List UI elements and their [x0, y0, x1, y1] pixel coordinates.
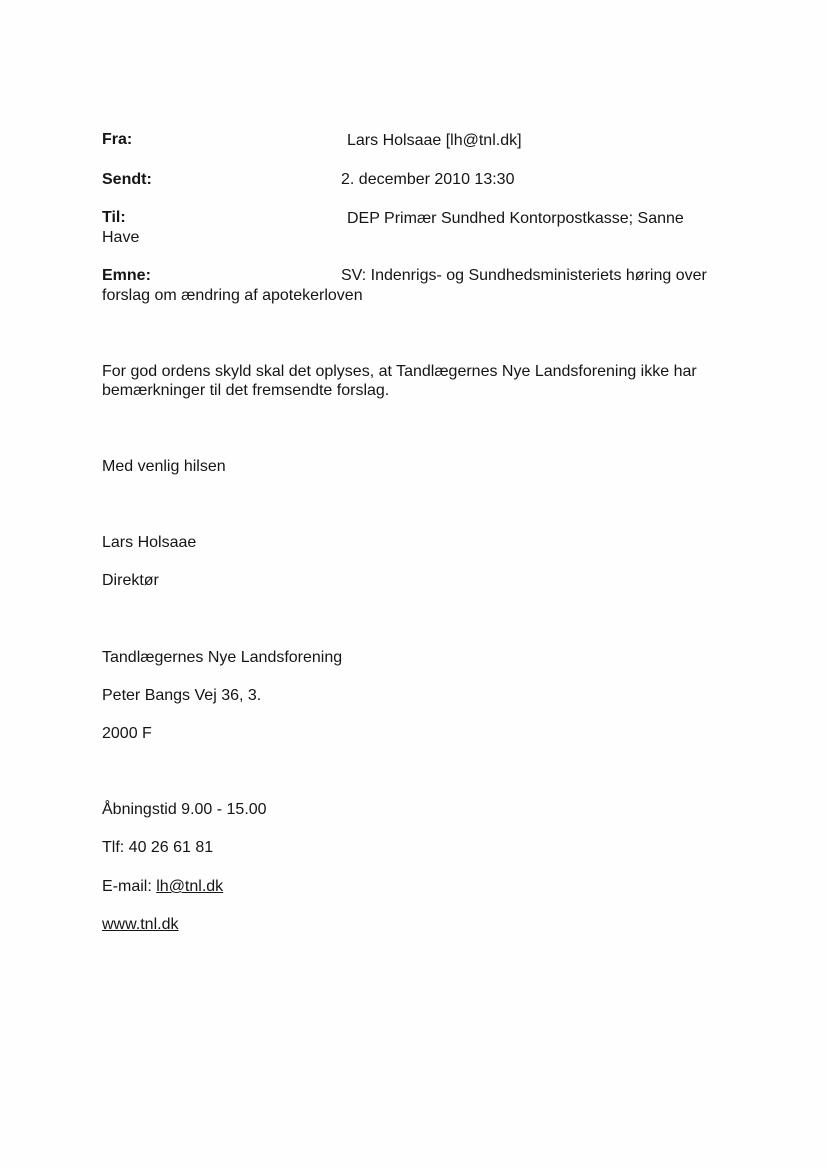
subject-value-line2: forslag om ændring af apotekerloven — [102, 287, 363, 304]
signature-phone: Tlf: 40 26 61 81 — [102, 839, 214, 856]
subject-label: Emne: — [102, 267, 151, 284]
to-label: Til: — [102, 209, 126, 226]
subject-value-line1: SV: Indenrigs- og Sundhedsministeriets høring over — [341, 267, 707, 284]
email-label: E-mail: — [102, 878, 157, 895]
closing-greeting: Med venlig hilsen — [102, 458, 226, 475]
website-link[interactable]: www.tnl.dk — [102, 916, 179, 933]
from-value: Lars Holsaae [lh@tnl.dk] — [347, 132, 522, 149]
body-paragraph-line1: For god ordens skyld skal det oplyses, at Tandlægernes Nye Landsforening ikke har — [102, 363, 697, 380]
signature-postal: 2000 F — [102, 725, 152, 742]
body-paragraph-line2: bemærkninger til det fremsendte forslag. — [102, 382, 390, 399]
signature-name: Lars Holsaae — [102, 534, 197, 551]
sent-label: Sendt: — [102, 171, 152, 188]
signature-title: Direktør — [102, 572, 159, 589]
signature-opening-hours: Åbningstid 9.00 - 15.00 — [102, 801, 267, 818]
email-link[interactable]: lh@tnl.dk — [156, 878, 224, 895]
website-line — [102, 915, 178, 934]
to-value-line1: DEP Primær Sundhed Kontorpostkasse; Sanne — [347, 210, 684, 227]
signature-email-line — [102, 877, 223, 896]
from-label: Fra: — [102, 131, 133, 148]
to-value-line2: Have — [102, 229, 140, 246]
signature-address: Peter Bangs Vej 36, 3. — [102, 687, 262, 704]
signature-organization: Tandlægernes Nye Landsforening — [102, 649, 343, 666]
sent-value: 2. december 2010 13:30 — [341, 171, 515, 188]
